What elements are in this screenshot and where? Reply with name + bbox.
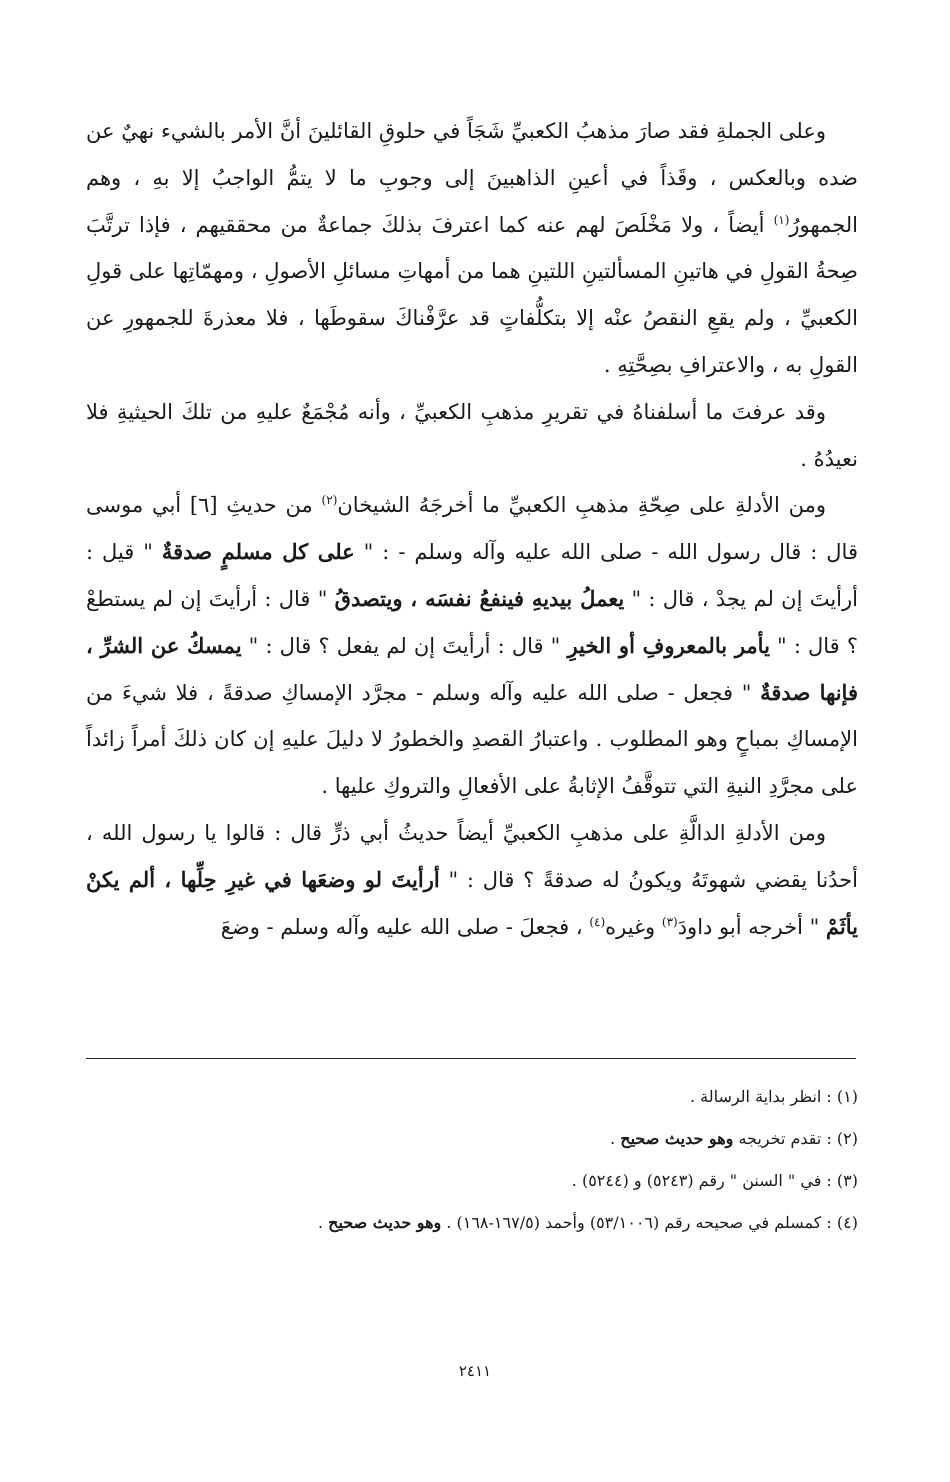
text-segment: " أخرجه أبو داودَ [677, 914, 826, 939]
footnote-ref-4: (٤) [589, 914, 606, 929]
footnote-3 [86, 1160, 858, 1202]
paragraph-3 [86, 482, 858, 810]
hadith-quote: يعملُ بيديهِ فينفعُ نفسَه ، ويتصدقُ [334, 585, 625, 611]
footnote-text: (١) : انظر بداية الرسالة . [689, 1087, 858, 1106]
text-segment: ومن الأدلةِ الدالَّةِ على مذهبِ الكعبيِّ أيضاً حديثُ أبي ذرٍّ قال : قالوا يا رسول الله ، أحدُنا يقضي شهوتَهُ ويكونُ له صدقةً ؟ قال : " [86, 820, 858, 892]
footnote-ref-1: (١) [773, 212, 790, 227]
text-segment: ومن الأدلةِ على صِحّةِ مذهبِ الكعبيِّ ما أخرجَهُ الشيخان [337, 493, 826, 518]
text-segment: وغيره [605, 914, 662, 939]
text-segment: " فجعل - صلى الله عليه وآله وسلم - مجرَّد الإمساكِ صدقةً ، فلا شيءَ من الإمساكِ بمباحٍ وهو المطلوب . واعتبارُ القصدِ والخطورُ لا دليلَ عليهِ إن كان ذلكَ أمراً زائداً على مجرَّدِ النيةِ التي تتوقَّفُ الإثابةُ على الأفعالِ والتروكِ عليها . [86, 680, 858, 799]
footnote-text: (٤) : كمسلم في صحيحه رقم (٥٣/١٠٠٦) وأحمد (١٦٧/٥-١٦٨) . [441, 1213, 858, 1232]
text-segment: من حديثِ [٦] أبي موسى قال : قال رسول الله - صلى الله عليه وآله وسلم - : " [86, 493, 858, 565]
text-segment: وقد عرفتَ ما أسلفناهُ في تقريرِ مذهبِ الكعبيِّ ، وأنه مُجْمَعٌ عليهِ من تلكَ الحيثيةِ فلا نعيدُهُ . [86, 399, 858, 471]
hadith-quote: أرأيتَ لو وضعَها في غيرِ حِلِّها ، ألم يكنْ يأثَمْ [86, 866, 858, 939]
footnote-text: (٣) : في " السنن " رقم (٥٢٤٣) و (٥٢٤٤) . [571, 1171, 858, 1190]
footnote-ref-3: (٣) [661, 914, 678, 929]
paragraph-2 [86, 389, 858, 483]
footnote-text: (٢) : تقدم تخريجه [733, 1129, 858, 1148]
text-segment: أيضاً ، ولا مَخْلَصَ لهم عنه كما اعترفَ بذلكَ جماعةٌ من محققيهم ، فإذا ترتَّبَ صِحةُ القولِ في هاتينِ المسألتينِ اللتينِ هما من أمهاتِ مسائلِ الأصولِ ، ومهمّاتِها على قولِ الكعبيِّ ، ولم يقعِ النقصُ عنْه إلا بتكلُّفاتٍ قد عرَّفْناكَ سقوطَها ، فلا معذرةَ للجمهورِ عن القولِ به ، والاعترافِ بصِحَّتِهِ . [86, 212, 858, 377]
footnote-grade: وهو حديث صحيح [620, 1129, 734, 1148]
page-number: ٢٤١١ [458, 1362, 492, 1380]
paragraph-1 [86, 108, 858, 389]
footnote-ref-2: (٢) [321, 493, 338, 508]
footnote-2 [86, 1118, 858, 1160]
paragraph-4 [86, 810, 858, 950]
footnote-4 [86, 1202, 858, 1244]
text-segment: " قال : أرأيتَ إن لم يستطعْ ؟ قال : " [86, 586, 858, 658]
hadith-quote: يمسكُ عن الشرِّ ، فإنها صدقةٌ [86, 632, 858, 705]
text-segment: ، فجعلَ - صلى الله عليه وآله وسلم - وضعَ [220, 914, 590, 939]
footnote-grade: وهو حديث صحيح [328, 1213, 442, 1232]
main-text [86, 108, 858, 950]
footnote-text: . [610, 1129, 621, 1148]
text-segment: " قيل : أرأيتَ إن لم يجدْ ، قال : " [86, 540, 858, 611]
footnote-divider [86, 1058, 856, 1059]
footnotes [86, 1076, 858, 1244]
footnote-1 [86, 1076, 858, 1118]
hadith-quote: يأمر بالمعروفِ أو الخيرِ [567, 632, 770, 658]
footnote-text: . [317, 1213, 329, 1232]
hadith-quote: على كل مسلمٍ صدقةٌ [161, 539, 355, 565]
text-segment: وعلى الجملةِ فقد صارَ مذهبُ الكعبيِّ شَجَاً في حلوقِ القائلينَ أنَّ الأمر بالشيء نهيٌ عن ضده وبالعكس ، وقَذاً في أعينِ الذاهبينَ إلى وجوبِ ما لا يتمُّ الواجبُ إلا بهِ ، وهم الجمهورُ [86, 119, 858, 237]
text-segment: " قال : أرأيتَ إن لم يفعل ؟ قال : " [241, 633, 568, 658]
